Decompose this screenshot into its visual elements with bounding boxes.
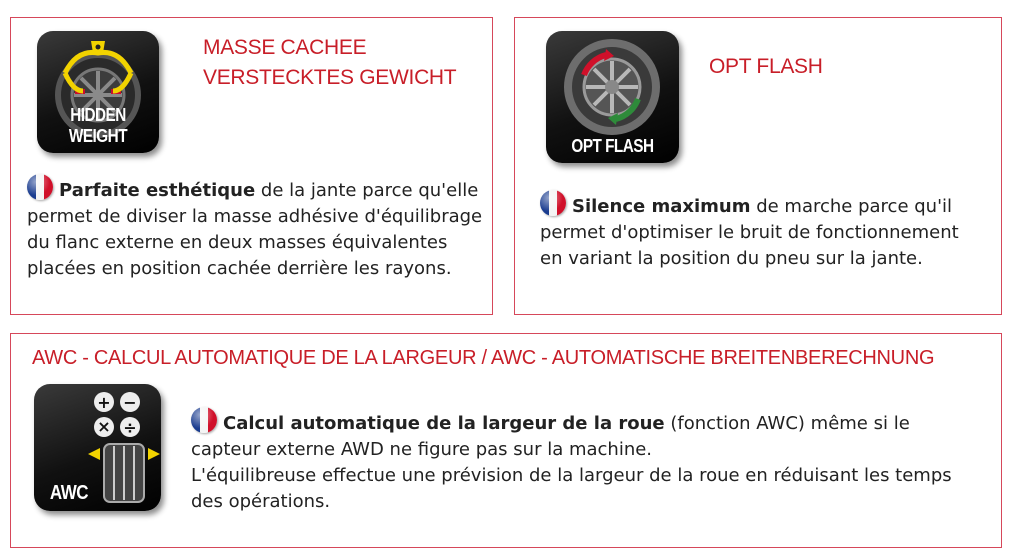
section-heading: OPT FLASH [709,55,823,78]
section-heading: AWC - CALCUL AUTOMATIQUE DE LA LARGEUR / AWC - AUTOMATISCHE BREITENBERECHNUNG [32,347,935,369]
feature-description [27,174,491,282]
hidden-weight-panel [10,17,493,315]
awc-icon [34,384,161,511]
badge-label: AWC [49,482,89,504]
opt-flash-icon [546,31,679,163]
feature-text-2: L'équilibreuse effectue une prévision de la largeur de la roue en réduisant les temps des opérations. [191,465,952,512]
badge-label: OPT FLASH [571,136,654,156]
feature-description [540,190,980,272]
french-flag-icon [27,174,53,200]
french-flag-icon [540,190,566,216]
awc-panel [10,333,1002,548]
heading-line-fr: MASSE CACHEE [203,36,367,59]
feature-highlight: Parfaite esthétique [59,180,256,201]
svg-text:×: × [97,417,111,436]
section-heading [203,33,456,93]
french-flag-icon [191,407,217,433]
feature-description [191,407,981,515]
svg-text:+: + [97,393,111,412]
feature-text: (fonction AWC) même si le capteur externe AWD ne figure pas sur la machine. [191,413,910,460]
feature-text: de marche parce qu'il permet d'optimiser le bruit de fonctionnement en variant la position du pneu sur la jante. [540,196,959,269]
opt-flash-panel [514,17,1002,315]
svg-text:−: − [123,393,137,412]
hidden-weight-icon [37,31,159,153]
svg-text:÷: ÷ [123,418,137,437]
badge-label: HIDDEN WEIGHT [68,105,128,146]
feature-highlight: Calcul automatique de la largeur de la roue [223,413,665,434]
heading-line-de: VERSTECKTES GEWICHT [203,66,457,89]
feature-highlight: Silence maximum [572,196,751,217]
feature-text: de la jante parce qu'elle permet de diviser la masse adhésive d'équilibrage du flanc externe en deux masses équivalentes placées en position cachée derrière les rayons. [27,180,483,279]
